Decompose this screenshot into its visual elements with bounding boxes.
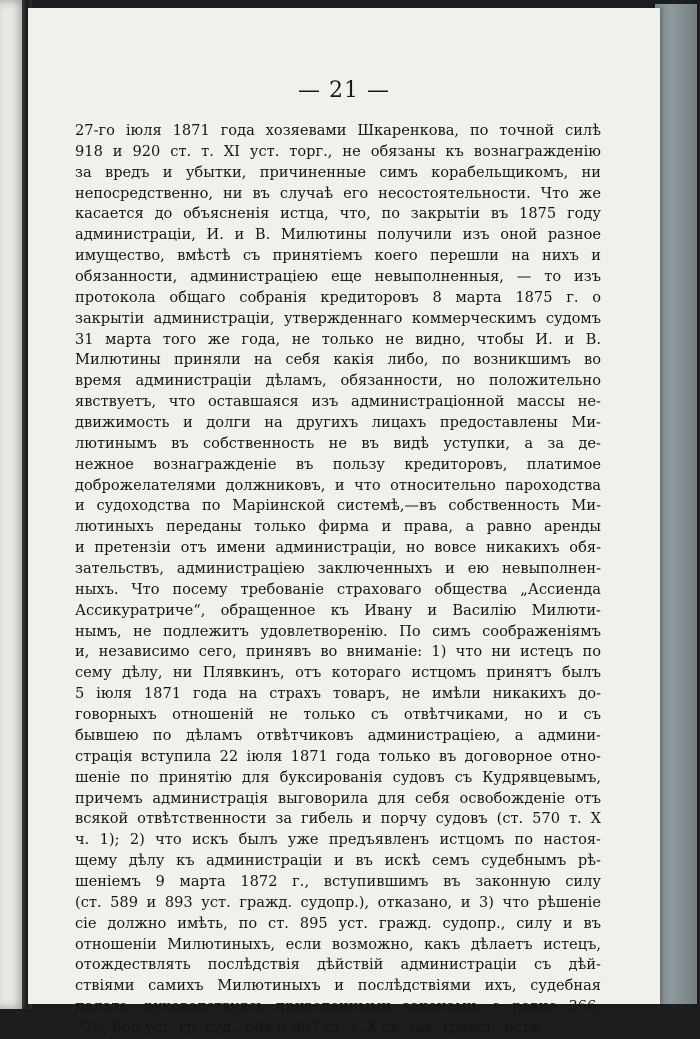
page-block-edge	[655, 4, 697, 1004]
text-line: всякой отвѣтственности за гибель и порчу судовъ (ст. 570 т. X	[75, 810, 601, 828]
text-line: имущество, вмѣстѣ съ принятіемъ коего перешли на нихъ и	[75, 247, 601, 265]
text-line: протокола общаго собранія кредиторовъ 8 марта 1875 г. о	[75, 288, 601, 306]
text-line: Милютины приняли на себя какія либо, по возникшимъ во	[75, 351, 601, 369]
text-line: ствіями самихъ Милютиныхъ и послѣдствіями ихъ, судебная	[75, 977, 601, 995]
text-line: и претензіи отъ имени администраціи, но вовсе никакихъ обя-	[75, 539, 601, 557]
text-line: отождествлять послѣдствія дѣйствій администраціи съ дѣй-	[75, 956, 601, 974]
body-text	[75, 121, 601, 1039]
text-line: за вредъ и убытки, причиненные симъ корабельщикомъ, ни	[75, 163, 601, 181]
text-line: движимость и долги на другихъ лицахъ предоставлены Ми-	[75, 414, 601, 432]
text-line: сіе должно имѣть, по ст. 895 уст. гражд. судопр., силу и въ	[75, 914, 601, 932]
text-line: доброжелателями должниковъ, и что относительно пароходства	[75, 476, 601, 494]
text-line: администраціи, И. и В. Милютины получили изъ оной разное	[75, 226, 601, 244]
text-line: лютинымъ въ собственность не въ видѣ уступки, а за де-	[75, 434, 601, 452]
text-line: 27-го іюля 1871 года хозяевами Шкаренкова, по точной силѣ	[75, 122, 601, 139]
text-line: ныхъ. Что посему требованіе страховаго общества „Ассиенда	[75, 580, 601, 598]
book-page	[28, 8, 660, 1036]
text-line: непосредственно, ни въ случаѣ его несостоятельности. Что же	[75, 184, 601, 202]
text-line: (ст. 589 и 893 уст. гражд. судопр.), отказано, и 3) что рѣшеніе	[75, 893, 601, 911]
text-line: Ассикуратриче“, обращенное къ Ивану и Василію Милюти-	[75, 601, 601, 619]
text-line: касается до объясненія истца, что, по закрытіи въ 1875 году	[75, 205, 601, 223]
text-line: шеніе по принятію для буксированія судовъ съ Кудрявцевымъ,	[75, 768, 601, 786]
text-line: бывшею по дѣламъ отвѣтчиковъ администраціею, а админи-	[75, 726, 601, 744]
text-line: и, независимо сего, принявъ во вниманіе: 1) что ни истецъ по	[75, 643, 601, 661]
text-line: и судоходства по Маріинской системѣ,—въ собственность Ми-	[75, 497, 601, 515]
text-line: палата, руководствуясь приведенными законами, а равно 366,	[75, 998, 601, 1016]
text-line: причемъ администрація выговорила для себя освобожденіе отъ	[75, 789, 601, 807]
text-line: закрытіи администраціи, утвержденнаго коммерческимъ судомъ	[75, 309, 601, 327]
text-line: 31 марта того же года, не только не видно, чтобы И. и В.	[75, 330, 601, 348]
text-line: время администраціи дѣламъ, обязанности, но положительно	[75, 372, 601, 390]
text-line: обязанности, администраціею еще невыполненныя, — то изъ	[75, 268, 601, 286]
text-line: 776, 868 уст. гр. суд., 684 и 687 ст. т. X св. зак. гражд., оста-	[75, 1018, 544, 1036]
text-line: 918 и 920 ст. т. XI уст. торг., не обязаны къ вознагражденію	[75, 142, 601, 160]
text-line: лютиныхъ переданы только фирма и права, а равно аренды	[75, 518, 601, 536]
text-line: шеніемъ 9 марта 1872 г., вступившимъ въ законную силу	[75, 872, 601, 890]
page-number: — 21 —	[298, 78, 390, 103]
text-line: зательствъ, администраціею заключенныхъ и ею невыполнен-	[75, 560, 601, 578]
text-line: щему дѣлу къ администраціи и въ искѣ семъ судебнымъ рѣ-	[75, 852, 601, 870]
text-line: отношеніи Милютиныхъ, если возможно, какъ дѣлаетъ истецъ,	[75, 935, 601, 953]
text-line: сему дѣлу, ни Плявкинъ, отъ котораго истцомъ принятъ былъ	[75, 664, 601, 682]
text-line: ч. 1); 2) что искъ былъ уже предъявленъ истцомъ по настоя-	[75, 831, 601, 849]
text-line: страція вступила 22 іюля 1871 года только въ договорное отно-	[75, 747, 601, 765]
text-line: 5 іюля 1871 года на страхъ товаръ, не имѣли никакихъ до-	[75, 685, 601, 703]
text-line: нежное вознагражденіе въ пользу кредиторовъ, платимое	[75, 455, 601, 473]
text-line: явствуетъ, что оставшаяся изъ администраціонной массы не-	[75, 393, 601, 411]
text-line: нымъ, не подлежитъ удовлетворенію. По симъ соображеніямъ	[75, 622, 601, 640]
text-line: говорныхъ отношеній не только съ отвѣтчиками, но и съ	[75, 706, 601, 724]
